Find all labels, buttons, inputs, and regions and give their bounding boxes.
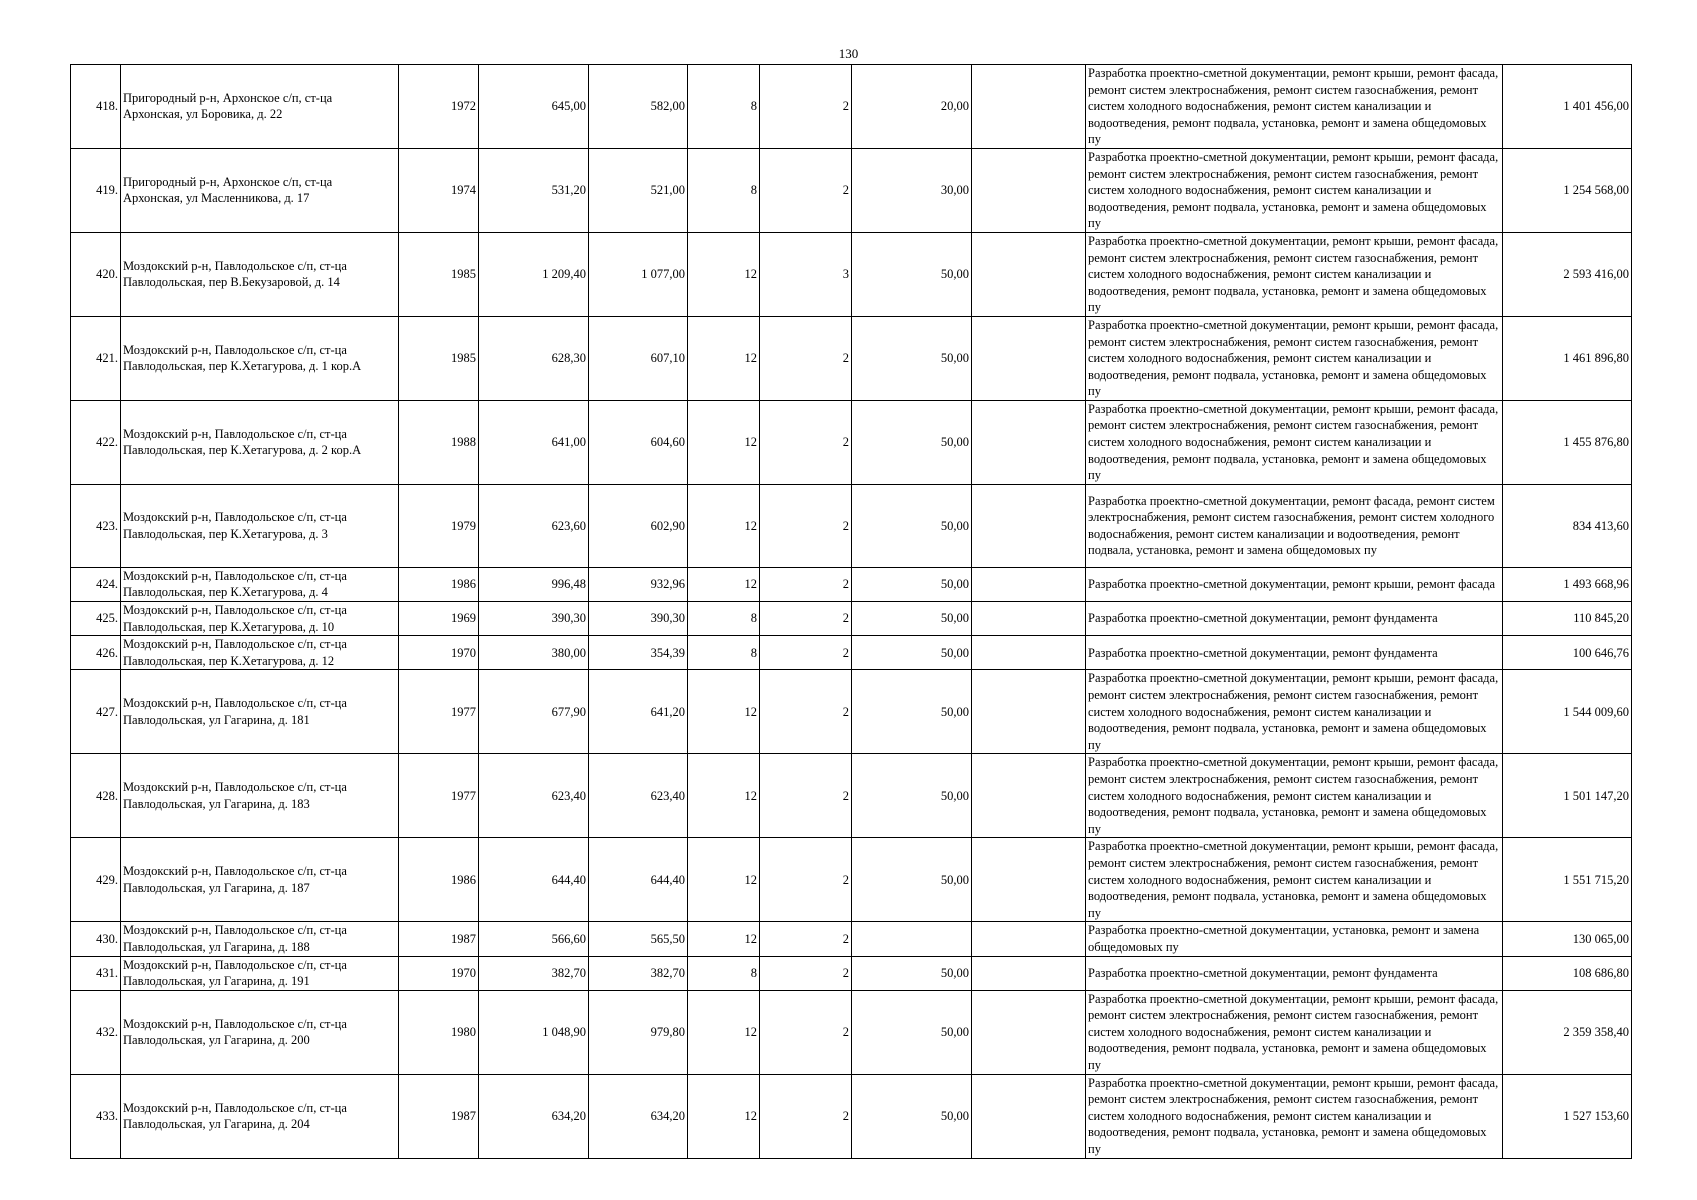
table-row [71, 484, 1632, 567]
cost-cell: 1 254 568,00 [1503, 148, 1632, 232]
total-area-cell: 382,70 [479, 956, 589, 990]
row-number-cell: 424. [71, 567, 121, 601]
column-6-cell: 8 [688, 956, 760, 990]
column-6-cell: 12 [688, 316, 760, 400]
column-8-cell: 50,00 [852, 484, 972, 567]
address-cell: Моздокский р-н, Павлодольское с/п, ст-ца Павлодольская, ул Гагарина, д. 188 [121, 922, 399, 956]
works-list-cell: Разработка проектно-сметной документации, ремонт крыши, ремонт фасада, ремонт систем электроснабжения, ремонт систем газоснабжения, ремонт систем холодного водоснабжения, ремонт систем канализации и водоотведения, ремонт подвала, установка, ремонт и замена общедомовых пу [1086, 232, 1503, 316]
living-area-cell: 565,50 [589, 922, 688, 956]
column-6-cell: 8 [688, 148, 760, 232]
column-9-cell [972, 838, 1086, 922]
year-cell: 1970 [399, 636, 479, 670]
living-area-cell: 382,70 [589, 956, 688, 990]
living-area-cell: 634,20 [589, 1074, 688, 1158]
year-cell: 1988 [399, 400, 479, 484]
column-6-cell: 8 [688, 65, 760, 149]
living-area-cell: 521,00 [589, 148, 688, 232]
total-area-cell: 531,20 [479, 148, 589, 232]
table-row [71, 670, 1632, 754]
living-area-cell: 602,90 [589, 484, 688, 567]
column-6-cell: 12 [688, 670, 760, 754]
year-cell: 1977 [399, 754, 479, 838]
column-7-cell: 2 [760, 567, 852, 601]
table-row [71, 922, 1632, 956]
column-6-cell: 12 [688, 922, 760, 956]
living-area-cell: 582,00 [589, 65, 688, 149]
year-cell: 1972 [399, 65, 479, 149]
total-area-cell: 390,30 [479, 602, 589, 636]
total-area-cell: 645,00 [479, 65, 589, 149]
works-list-cell: Разработка проектно-сметной документации, ремонт крыши, ремонт фасада, ремонт систем электроснабжения, ремонт систем газоснабжения, ремонт систем холодного водоснабжения, ремонт систем канализации и водоотведения, ремонт подвала, установка, ремонт и замена общедомовых пу [1086, 670, 1503, 754]
column-9-cell [972, 148, 1086, 232]
total-area-cell: 628,30 [479, 316, 589, 400]
table-row [71, 636, 1632, 670]
table-row [71, 838, 1632, 922]
column-8-cell: 50,00 [852, 602, 972, 636]
column-6-cell: 12 [688, 484, 760, 567]
repair-program-table [70, 64, 1632, 1159]
total-area-cell: 1 048,90 [479, 990, 589, 1074]
address-cell: Моздокский р-н, Павлодольское с/п, ст-ца Павлодольская, ул Гагарина, д. 183 [121, 754, 399, 838]
column-9-cell [972, 316, 1086, 400]
address-cell: Моздокский р-н, Павлодольское с/п, ст-ца Павлодольская, ул Гагарина, д. 200 [121, 990, 399, 1074]
row-number-cell: 426. [71, 636, 121, 670]
total-area-cell: 380,00 [479, 636, 589, 670]
address-cell: Моздокский р-н, Павлодольское с/п, ст-ца Павлодольская, ул Гагарина, д. 191 [121, 956, 399, 990]
cost-cell: 130 065,00 [1503, 922, 1632, 956]
column-9-cell [972, 602, 1086, 636]
cost-cell: 1 544 009,60 [1503, 670, 1632, 754]
living-area-cell: 607,10 [589, 316, 688, 400]
column-8-cell: 50,00 [852, 956, 972, 990]
table-row [71, 316, 1632, 400]
cost-cell: 2 593 416,00 [1503, 232, 1632, 316]
column-6-cell: 12 [688, 232, 760, 316]
column-6-cell: 12 [688, 1074, 760, 1158]
row-number-cell: 419. [71, 148, 121, 232]
cost-cell: 1 401 456,00 [1503, 65, 1632, 149]
column-6-cell: 12 [688, 400, 760, 484]
column-8-cell: 50,00 [852, 232, 972, 316]
column-6-cell: 8 [688, 602, 760, 636]
column-9-cell [972, 636, 1086, 670]
column-7-cell: 2 [760, 148, 852, 232]
works-list-cell: Разработка проектно-сметной документации, ремонт крыши, ремонт фасада, ремонт систем электроснабжения, ремонт систем газоснабжения, ремонт систем холодного водоснабжения, ремонт систем канализации и водоотведения, ремонт подвала, установка, ремонт и замена общедомовых пу [1086, 65, 1503, 149]
row-number-cell: 423. [71, 484, 121, 567]
total-area-cell: 634,20 [479, 1074, 589, 1158]
column-8-cell: 50,00 [852, 1074, 972, 1158]
table-row [71, 400, 1632, 484]
address-cell: Моздокский р-н, Павлодольское с/п, ст-ца Павлодольская, ул Гагарина, д. 204 [121, 1074, 399, 1158]
column-6-cell: 12 [688, 990, 760, 1074]
column-8-cell: 30,00 [852, 148, 972, 232]
table-body [71, 65, 1632, 1159]
column-6-cell: 12 [688, 567, 760, 601]
column-8-cell: 20,00 [852, 65, 972, 149]
total-area-cell: 623,40 [479, 754, 589, 838]
column-9-cell [972, 956, 1086, 990]
year-cell: 1987 [399, 922, 479, 956]
row-number-cell: 420. [71, 232, 121, 316]
living-area-cell: 979,80 [589, 990, 688, 1074]
works-list-cell: Разработка проектно-сметной документации, ремонт фундамента [1086, 602, 1503, 636]
column-8-cell: 50,00 [852, 400, 972, 484]
column-7-cell: 2 [760, 65, 852, 149]
table-row [71, 148, 1632, 232]
cost-cell: 100 646,76 [1503, 636, 1632, 670]
column-8-cell: 50,00 [852, 670, 972, 754]
works-list-cell: Разработка проектно-сметной документации, ремонт фундамента [1086, 956, 1503, 990]
works-list-cell: Разработка проектно-сметной документации, ремонт крыши, ремонт фасада, ремонт систем электроснабжения, ремонт систем газоснабжения, ремонт систем холодного водоснабжения, ремонт систем канализации и водоотведения, ремонт подвала, установка, ремонт и замена общедомовых пу [1086, 1074, 1503, 1158]
address-cell: Моздокский р-н, Павлодольское с/п, ст-ца Павлодольская, ул Гагарина, д. 187 [121, 838, 399, 922]
row-number-cell: 431. [71, 956, 121, 990]
cost-cell: 108 686,80 [1503, 956, 1632, 990]
table-row [71, 602, 1632, 636]
total-area-cell: 566,60 [479, 922, 589, 956]
page-number: 130 [838, 46, 859, 61]
works-list-cell: Разработка проектно-сметной документации, ремонт крыши, ремонт фасада, ремонт систем электроснабжения, ремонт систем газоснабжения, ремонт систем холодного водоснабжения, ремонт систем канализации и водоотведения, ремонт подвала, установка, ремонт и замена общедомовых пу [1086, 990, 1503, 1074]
address-cell: Моздокский р-н, Павлодольское с/п, ст-ца Павлодольская, пер В.Бекузаровой, д. 14 [121, 232, 399, 316]
year-cell: 1979 [399, 484, 479, 567]
year-cell: 1969 [399, 602, 479, 636]
total-area-cell: 641,00 [479, 400, 589, 484]
column-8-cell [852, 922, 972, 956]
year-cell: 1970 [399, 956, 479, 990]
address-cell: Моздокский р-н, Павлодольское с/п, ст-ца Павлодольская, пер К.Хетагурова, д. 4 [121, 567, 399, 601]
column-7-cell: 2 [760, 956, 852, 990]
cost-cell: 1 501 147,20 [1503, 754, 1632, 838]
total-area-cell: 1 209,40 [479, 232, 589, 316]
year-cell: 1980 [399, 990, 479, 1074]
row-number-cell: 433. [71, 1074, 121, 1158]
living-area-cell: 641,20 [589, 670, 688, 754]
column-9-cell [972, 400, 1086, 484]
total-area-cell: 644,40 [479, 838, 589, 922]
year-cell: 1985 [399, 316, 479, 400]
living-area-cell: 604,60 [589, 400, 688, 484]
column-7-cell: 2 [760, 636, 852, 670]
row-number-cell: 432. [71, 990, 121, 1074]
column-7-cell: 2 [760, 754, 852, 838]
column-9-cell [972, 922, 1086, 956]
column-8-cell: 50,00 [852, 316, 972, 400]
table-row [71, 1074, 1632, 1158]
column-6-cell: 8 [688, 636, 760, 670]
column-9-cell [972, 484, 1086, 567]
column-8-cell: 50,00 [852, 567, 972, 601]
column-7-cell: 2 [760, 838, 852, 922]
works-list-cell: Разработка проектно-сметной документации, ремонт крыши, ремонт фасада, ремонт систем электроснабжения, ремонт систем газоснабжения, ремонт систем холодного водоснабжения, ремонт систем канализации и водоотведения, ремонт подвала, установка, ремонт и замена общедомовых пу [1086, 316, 1503, 400]
column-9-cell [972, 232, 1086, 316]
column-7-cell: 3 [760, 232, 852, 316]
cost-cell: 834 413,60 [1503, 484, 1632, 567]
table-row [71, 990, 1632, 1074]
table-row [71, 956, 1632, 990]
row-number-cell: 429. [71, 838, 121, 922]
address-cell: Моздокский р-н, Павлодольское с/п, ст-ца Павлодольская, пер К.Хетагурова, д. 12 [121, 636, 399, 670]
address-cell: Пригородный р-н, Архонское с/п, ст-ца Архонская, ул Масленникова, д. 17 [121, 148, 399, 232]
address-cell: Моздокский р-н, Павлодольское с/п, ст-ца Павлодольская, пер К.Хетагурова, д. 3 [121, 484, 399, 567]
table-row [71, 65, 1632, 149]
cost-cell: 1 455 876,80 [1503, 400, 1632, 484]
row-number-cell: 422. [71, 400, 121, 484]
table-row [71, 567, 1632, 601]
cost-cell: 1 493 668,96 [1503, 567, 1632, 601]
year-cell: 1974 [399, 148, 479, 232]
column-9-cell [972, 1074, 1086, 1158]
column-7-cell: 2 [760, 316, 852, 400]
works-list-cell: Разработка проектно-сметной документации, ремонт фасада, ремонт систем электроснабжения, ремонт систем газоснабжения, ремонт систем холодного водоснабжения, ремонт систем канализации и водоотведения, ремонт подвала, установка, ремонт и замена общедомовых пу [1086, 484, 1503, 567]
address-cell: Моздокский р-н, Павлодольское с/п, ст-ца Павлодольская, пер К.Хетагурова, д. 2 кор.А [121, 400, 399, 484]
cost-cell: 2 359 358,40 [1503, 990, 1632, 1074]
total-area-cell: 623,60 [479, 484, 589, 567]
row-number-cell: 430. [71, 922, 121, 956]
cost-cell: 110 845,20 [1503, 602, 1632, 636]
column-9-cell [972, 754, 1086, 838]
works-list-cell: Разработка проектно-сметной документации, ремонт крыши, ремонт фасада, ремонт систем электроснабжения, ремонт систем газоснабжения, ремонт систем холодного водоснабжения, ремонт систем канализации и водоотведения, ремонт подвала, установка, ремонт и замена общедомовых пу [1086, 838, 1503, 922]
column-9-cell [972, 990, 1086, 1074]
address-cell: Моздокский р-н, Павлодольское с/п, ст-ца Павлодольская, пер К.Хетагурова, д. 10 [121, 602, 399, 636]
column-6-cell: 12 [688, 754, 760, 838]
row-number-cell: 418. [71, 65, 121, 149]
cost-cell: 1 527 153,60 [1503, 1074, 1632, 1158]
address-cell: Моздокский р-н, Павлодольское с/п, ст-ца Павлодольская, ул Гагарина, д. 181 [121, 670, 399, 754]
year-cell: 1987 [399, 1074, 479, 1158]
column-7-cell: 2 [760, 400, 852, 484]
living-area-cell: 390,30 [589, 602, 688, 636]
living-area-cell: 932,96 [589, 567, 688, 601]
total-area-cell: 996,48 [479, 567, 589, 601]
cost-cell: 1 461 896,80 [1503, 316, 1632, 400]
column-9-cell [972, 567, 1086, 601]
address-cell: Пригородный р-н, Архонское с/п, ст-ца Архонская, ул Боровика, д. 22 [121, 65, 399, 149]
living-area-cell: 623,40 [589, 754, 688, 838]
column-8-cell: 50,00 [852, 838, 972, 922]
column-7-cell: 2 [760, 990, 852, 1074]
table-row [71, 754, 1632, 838]
cost-cell: 1 551 715,20 [1503, 838, 1632, 922]
column-7-cell: 2 [760, 670, 852, 754]
works-list-cell: Разработка проектно-сметной документации, ремонт фундамента [1086, 636, 1503, 670]
row-number-cell: 428. [71, 754, 121, 838]
column-8-cell: 50,00 [852, 754, 972, 838]
address-cell: Моздокский р-н, Павлодольское с/п, ст-ца Павлодольская, пер К.Хетагурова, д. 1 кор.А [121, 316, 399, 400]
works-list-cell: Разработка проектно-сметной документации, установка, ремонт и замена общедомовых пу [1086, 922, 1503, 956]
column-8-cell: 50,00 [852, 990, 972, 1074]
row-number-cell: 421. [71, 316, 121, 400]
column-7-cell: 2 [760, 484, 852, 567]
table-row [71, 232, 1632, 316]
column-8-cell: 50,00 [852, 636, 972, 670]
living-area-cell: 1 077,00 [589, 232, 688, 316]
column-7-cell: 2 [760, 1074, 852, 1158]
year-cell: 1986 [399, 838, 479, 922]
works-list-cell: Разработка проектно-сметной документации, ремонт крыши, ремонт фасада [1086, 567, 1503, 601]
total-area-cell: 677,90 [479, 670, 589, 754]
works-list-cell: Разработка проектно-сметной документации, ремонт крыши, ремонт фасада, ремонт систем электроснабжения, ремонт систем газоснабжения, ремонт систем холодного водоснабжения, ремонт систем канализации и водоотведения, ремонт подвала, установка, ремонт и замена общедомовых пу [1086, 148, 1503, 232]
column-7-cell: 2 [760, 602, 852, 636]
column-7-cell: 2 [760, 922, 852, 956]
year-cell: 1977 [399, 670, 479, 754]
works-list-cell: Разработка проектно-сметной документации, ремонт крыши, ремонт фасада, ремонт систем электроснабжения, ремонт систем газоснабжения, ремонт систем холодного водоснабжения, ремонт систем канализации и водоотведения, ремонт подвала, установка, ремонт и замена общедомовых пу [1086, 400, 1503, 484]
column-6-cell: 12 [688, 838, 760, 922]
year-cell: 1985 [399, 232, 479, 316]
living-area-cell: 354,39 [589, 636, 688, 670]
works-list-cell: Разработка проектно-сметной документации, ремонт крыши, ремонт фасада, ремонт систем электроснабжения, ремонт систем газоснабжения, ремонт систем холодного водоснабжения, ремонт систем канализации и водоотведения, ремонт подвала, установка, ремонт и замена общедомовых пу [1086, 754, 1503, 838]
year-cell: 1986 [399, 567, 479, 601]
living-area-cell: 644,40 [589, 838, 688, 922]
column-9-cell [972, 65, 1086, 149]
row-number-cell: 427. [71, 670, 121, 754]
row-number-cell: 425. [71, 602, 121, 636]
column-9-cell [972, 670, 1086, 754]
